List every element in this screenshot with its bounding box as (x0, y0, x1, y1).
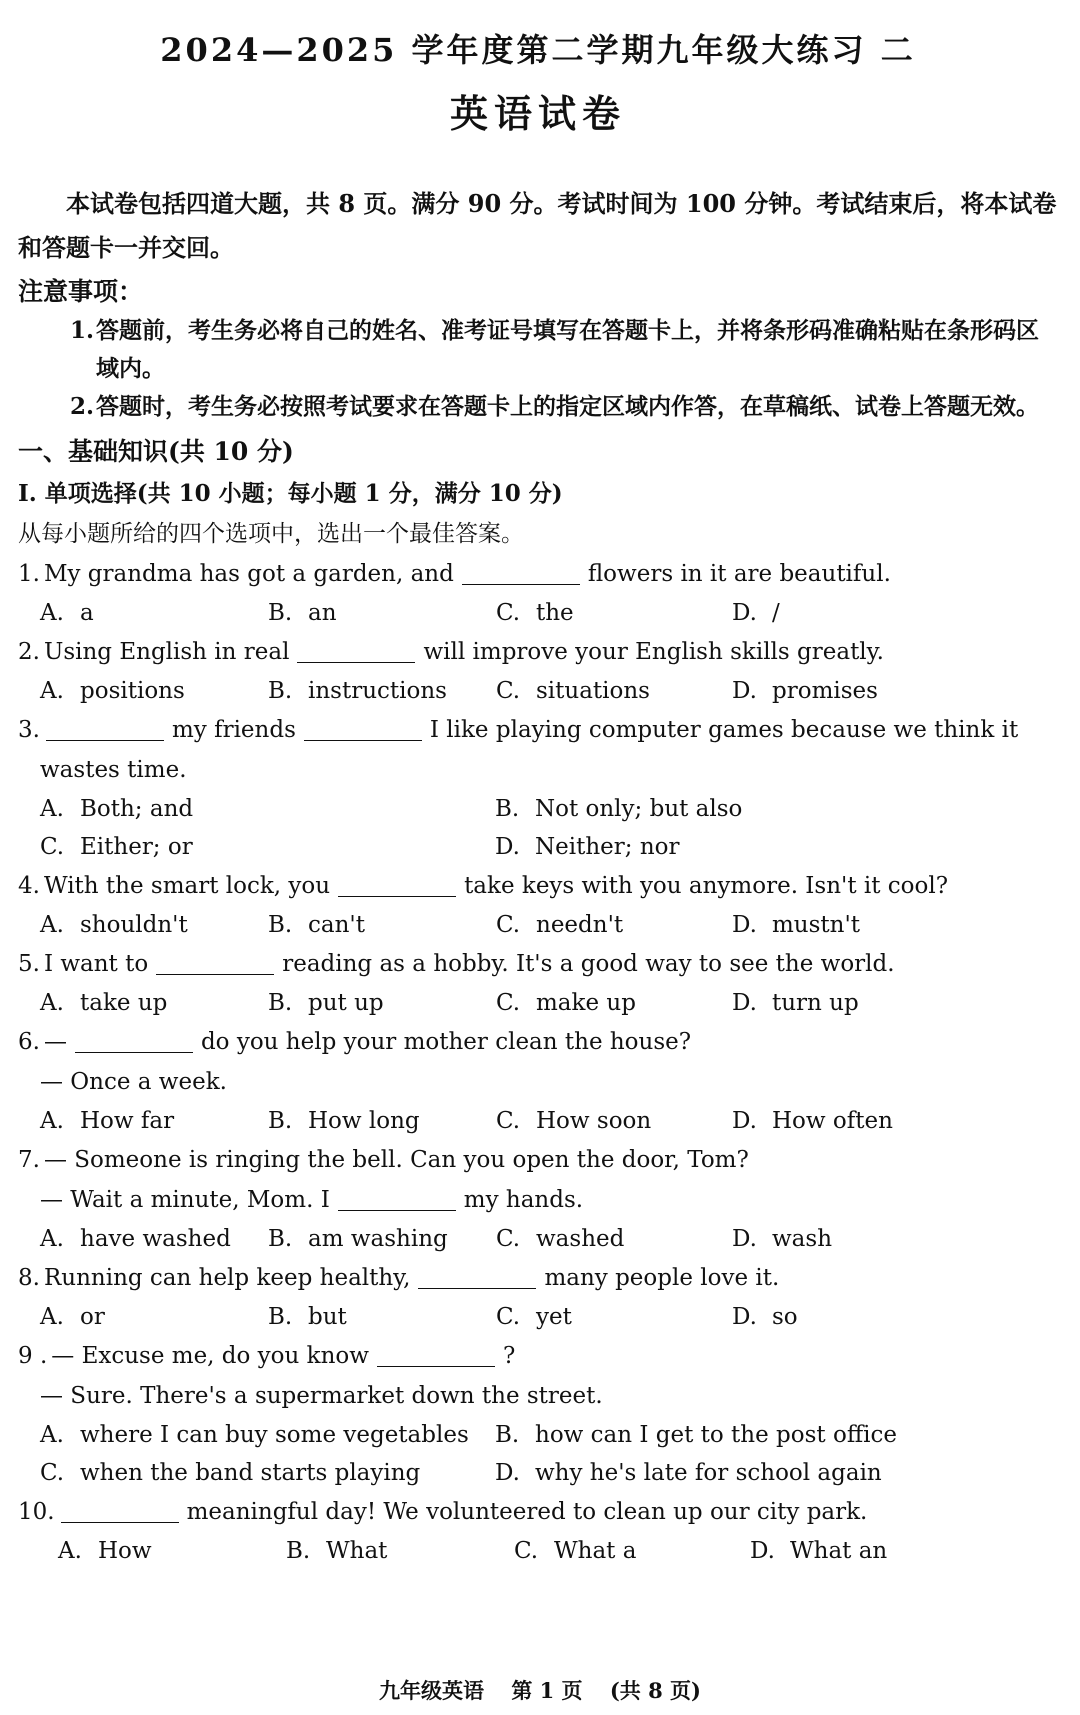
question-9 (18, 1336, 1058, 1492)
option-b: B. an (268, 600, 337, 626)
question-text: — Excuse me, do you know ? (51, 1343, 516, 1369)
answer-blank (61, 1498, 179, 1523)
question-number: 3. (18, 717, 40, 743)
notice-item-text: 答题前，考生务必将自己的姓名、准考证号填写在答题卡上，并将条形码准确粘贴在条形码区域内。 (96, 317, 1039, 382)
option-a: A. positions (40, 678, 185, 704)
answer-blank (338, 872, 456, 897)
option-b: B. am washing (268, 1226, 448, 1252)
notice-item-text: 答题时，考生务必按照考试要求在答题卡上的指定区域内作答，在草稿纸、试卷上答题无效。 (96, 393, 1039, 420)
option-b: B. can't (268, 912, 365, 938)
option-a: A. How (58, 1538, 152, 1564)
answer-blank (156, 950, 274, 975)
section-heading: 一、基础知识(共 10 分) (18, 437, 294, 466)
option-b: B. instructions (268, 678, 447, 704)
question-text: meaningful day! We volunteered to clean up our city park. (59, 1492, 868, 1532)
question-number: 6. (18, 1029, 40, 1055)
question-text: my friends I like playing computer games because we think it (44, 710, 1018, 750)
option-c: C. make up (496, 990, 636, 1016)
question-text: — Someone is ringing the bell. Can you open the door, Tom? (43, 1147, 749, 1173)
option-d: D. so (732, 1304, 798, 1330)
question-10 (18, 1492, 1058, 1570)
option-d: D. turn up (732, 990, 859, 1016)
option-c: C. the (496, 600, 574, 626)
option-b: B. How long (268, 1108, 420, 1134)
question-1 (18, 554, 1058, 632)
question-number: 8. (18, 1265, 40, 1291)
option-d: D. promises (732, 678, 878, 704)
dialogue-reply: — Once a week. (40, 1069, 227, 1095)
notice-heading: 注意事项： (18, 277, 144, 306)
exam-title: 2024—2025 学年度第二学期九年级大练习 二 (160, 31, 916, 69)
option-c: C. when the band starts playing (40, 1460, 421, 1486)
option-a: A. have washed (40, 1226, 231, 1252)
question-number: 1. (18, 561, 40, 587)
option-b: B. What (286, 1538, 388, 1564)
dialogue-reply: — Wait a minute, Mom. I my hands. (40, 1187, 584, 1213)
option-c: C. How soon (496, 1108, 652, 1134)
notice-item-number: 2. (70, 393, 95, 420)
option-b: B. how can I get to the post office (495, 1422, 898, 1448)
answer-blank (418, 1264, 536, 1289)
answer-blank (304, 716, 422, 741)
page-footer (0, 1677, 1080, 1705)
option-b: B. put up (268, 990, 384, 1016)
option-a: A. take up (40, 990, 168, 1016)
option-a: A. shouldn't (40, 912, 188, 938)
option-b: B. but (268, 1304, 347, 1330)
option-a: A. or (40, 1304, 105, 1330)
question-number: 10. (18, 1499, 55, 1525)
question-3 (18, 710, 1058, 866)
question-number: 5. (18, 951, 40, 977)
option-c: C. needn't (496, 912, 624, 938)
question-7 (18, 1140, 1058, 1258)
option-c: C. What a (514, 1538, 637, 1564)
question-number: 7. (18, 1147, 40, 1173)
option-d: D. Neither; nor (495, 834, 680, 860)
answer-blank (75, 1028, 193, 1053)
option-c: C. yet (496, 1304, 572, 1330)
footer-course: 九年级英语 (379, 1678, 485, 1703)
question-number: 9 . (18, 1343, 48, 1369)
option-c: C. washed (496, 1226, 625, 1252)
option-a: A. Both; and (40, 796, 194, 822)
option-d: D. mustn't (732, 912, 861, 938)
option-d: D. How often (732, 1108, 893, 1134)
option-d: D. / (732, 600, 780, 626)
question-5 (18, 944, 1058, 1022)
question-text: Running can help keep healthy, many people love it. (43, 1265, 780, 1291)
question-text: Using English in real will improve your English skills greatly. (43, 639, 884, 665)
question-2 (18, 632, 1058, 710)
option-d: D. What an (750, 1538, 888, 1564)
option-c: C. Either; or (40, 834, 193, 860)
option-b: B. Not only; but also (495, 796, 743, 822)
answer-blank (338, 1186, 456, 1211)
answer-blank (46, 716, 164, 741)
option-c: C. situations (496, 678, 650, 704)
exam-subtitle: 英语试卷 (449, 91, 626, 136)
question-4 (18, 866, 1058, 944)
question-text: With the smart lock, you take keys with you anymore. Isn't it cool? (43, 873, 949, 899)
question-number: 2. (18, 639, 40, 665)
exam-intro: 本试卷包括四道大题，共 8 页。满分 90 分。考试时间为 100 分钟。考试结束后，将本试卷和答题卡一并交回。 (18, 189, 1057, 262)
part-heading: I. 单项选择(共 10 小题；每小题 1 分，满分 10 分) (18, 480, 563, 507)
answer-blank (297, 638, 415, 663)
footer-page-number: 第 1 页 (511, 1678, 583, 1703)
notice-item-number: 1. (70, 317, 95, 344)
question-number: 4. (18, 873, 40, 899)
question-text: My grandma has got a garden, and flowers in it are beautiful. (43, 561, 891, 587)
option-d: D. wash (732, 1226, 833, 1252)
option-a: A. How far (40, 1108, 175, 1134)
dialogue-reply: — Sure. There's a supermarket down the street. (40, 1383, 603, 1409)
answer-blank (377, 1342, 495, 1367)
question-8 (18, 1258, 1058, 1336)
question-text-continued: wastes time. (40, 757, 187, 783)
answer-blank (462, 560, 580, 585)
option-d: D. why he's late for school again (495, 1460, 882, 1486)
option-a: A. where I can buy some vegetables (40, 1422, 469, 1448)
question-text: — do you help your mother clean the house? (43, 1029, 692, 1055)
part-instruction: 从每小题所给的四个选项中，选出一个最佳答案。 (18, 521, 524, 547)
notice-item-2 (18, 388, 1058, 426)
footer-total-pages: (共 8 页) (609, 1678, 701, 1703)
question-text: I want to reading as a hobby. It's a good way to see the world. (43, 951, 895, 977)
notice-item-1 (18, 312, 1058, 388)
option-a: A. a (40, 600, 94, 626)
question-6 (18, 1022, 1058, 1140)
